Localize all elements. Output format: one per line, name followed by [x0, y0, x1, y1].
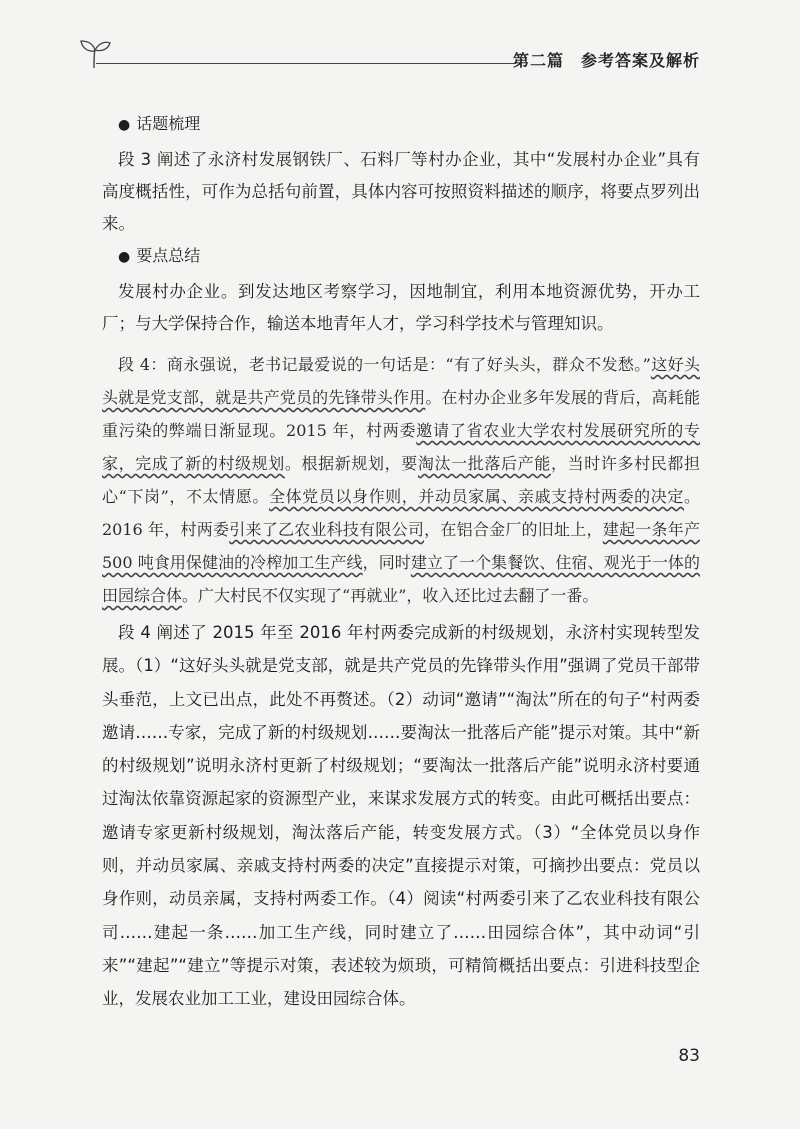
passage-text: 。根据新规划，要 — [284, 454, 418, 473]
passage-text: 。2016 年，村两委 — [102, 487, 700, 539]
underlined-phrase: 引来了乙农业科技有限公司 — [229, 520, 425, 539]
page-header — [78, 36, 700, 76]
passage-text: 。广大村民不仅实现了“再就业”，收入还比过去翻了一番。 — [182, 586, 599, 605]
summary-paragraph: 发展村办企业。到发达地区考察学习，因地制宜，利用本地资源优势，开办工厂；与大学保持合作，输送本地青年人才，学习科学技术与管理知识。 — [102, 282, 700, 333]
underlined-phrase: 全体党员以身作则，并动员家属、亲戚支持村两委的决定 — [268, 487, 684, 506]
header-rule — [96, 63, 516, 64]
page-content — [102, 114, 700, 1016]
passage-text: 段 4：商永强说，老书记最爱说的一句话是：“有了好头头，群众不发愁。” — [118, 355, 651, 374]
sprout-icon — [78, 38, 112, 70]
underlined-phrase: 邀请了省农业大学农村发展研究所的专家，完成了新的村级规划 — [102, 421, 700, 473]
header-title: 第二篇 参考答案及解析 — [512, 51, 700, 70]
underlined-phrase: 建立了一个集餐饮、住宿、观光于一体的田园综合体 — [102, 553, 700, 605]
summary-section-title — [102, 246, 700, 267]
bullet-icon: ● — [118, 249, 131, 265]
page-number: 83 — [678, 1046, 700, 1066]
summary-title-text: 要点总结 — [136, 246, 201, 265]
bullet-icon: ● — [118, 117, 131, 133]
underlined-phrase: 建起一条年产 500 吨食用保健油的冷榨加工生产线 — [102, 520, 700, 572]
topic-title-text: 话题梳理 — [136, 114, 201, 133]
passage-text: ，同时 — [362, 553, 411, 572]
underlined-phrase: 淘汰一批落后产能 — [417, 454, 551, 473]
underlined-phrase: 这好头头就是党支部，就是共产党员的先锋带头作用 — [102, 355, 700, 407]
topic-section-title — [102, 114, 700, 135]
passage-4-quote — [102, 348, 700, 612]
analysis-paragraph: 段 4 阐述了 2015 年至 2016 年村两委完成新的村级规划，永济村实现转型发展。（1）“这好头头就是党支部，就是共产党员的先锋带头作用”强调了党员干部带头垂范，上文已出点，此处不再赘述。（2）动词“邀请”“淘汰”所在的句子“村两委邀请……专家，完成了新的村级规划……要淘汰一批落后产能”提示对策。其中“新的村级规划”说明永济村更新了村级规划；“要淘汰一批落后产能”说明永济村要通过淘汰依靠资源起家的资源型产业，来谋求发展方式的转变。由此可概括出要点：邀请专家更新村级规划，淘汰落后产能，转变发展方式。（3）“全体党员以身作则，并动员家属、亲戚支持村两委的决定”直接提示对策，可摘抄出要点：党员以身作则，动员亲属，支持村两委工作。（4）阅读“村两委引来了乙农业科技有限公司……建起一条……加工生产线，同时建立了……田园综合体”，其中动词“引来”“建起”“建立”等提示对策，表述较为烦琐，可精简概括出要点：引进科技型企业，发展农业加工工业，建设田园综合体。 — [102, 623, 700, 1009]
passage-text: ，在铝合金厂的旧址上， — [424, 520, 603, 539]
topic-paragraph: 段 3 阐述了永济村发展钢铁厂、石料厂等村办企业，其中“发展村办企业”具有高度概括性，可作为总括句前置，具体内容可按照资料描述的顺序，将要点罗列出来。 — [102, 150, 700, 233]
passage-text: 。在村办企业多年发展的背后，高耗能重污染的弊端日渐显现。2015 年，村两委 — [102, 388, 700, 440]
passage-text: ，当时许多村民都担心“下岗”，不太情愿。 — [102, 454, 700, 506]
